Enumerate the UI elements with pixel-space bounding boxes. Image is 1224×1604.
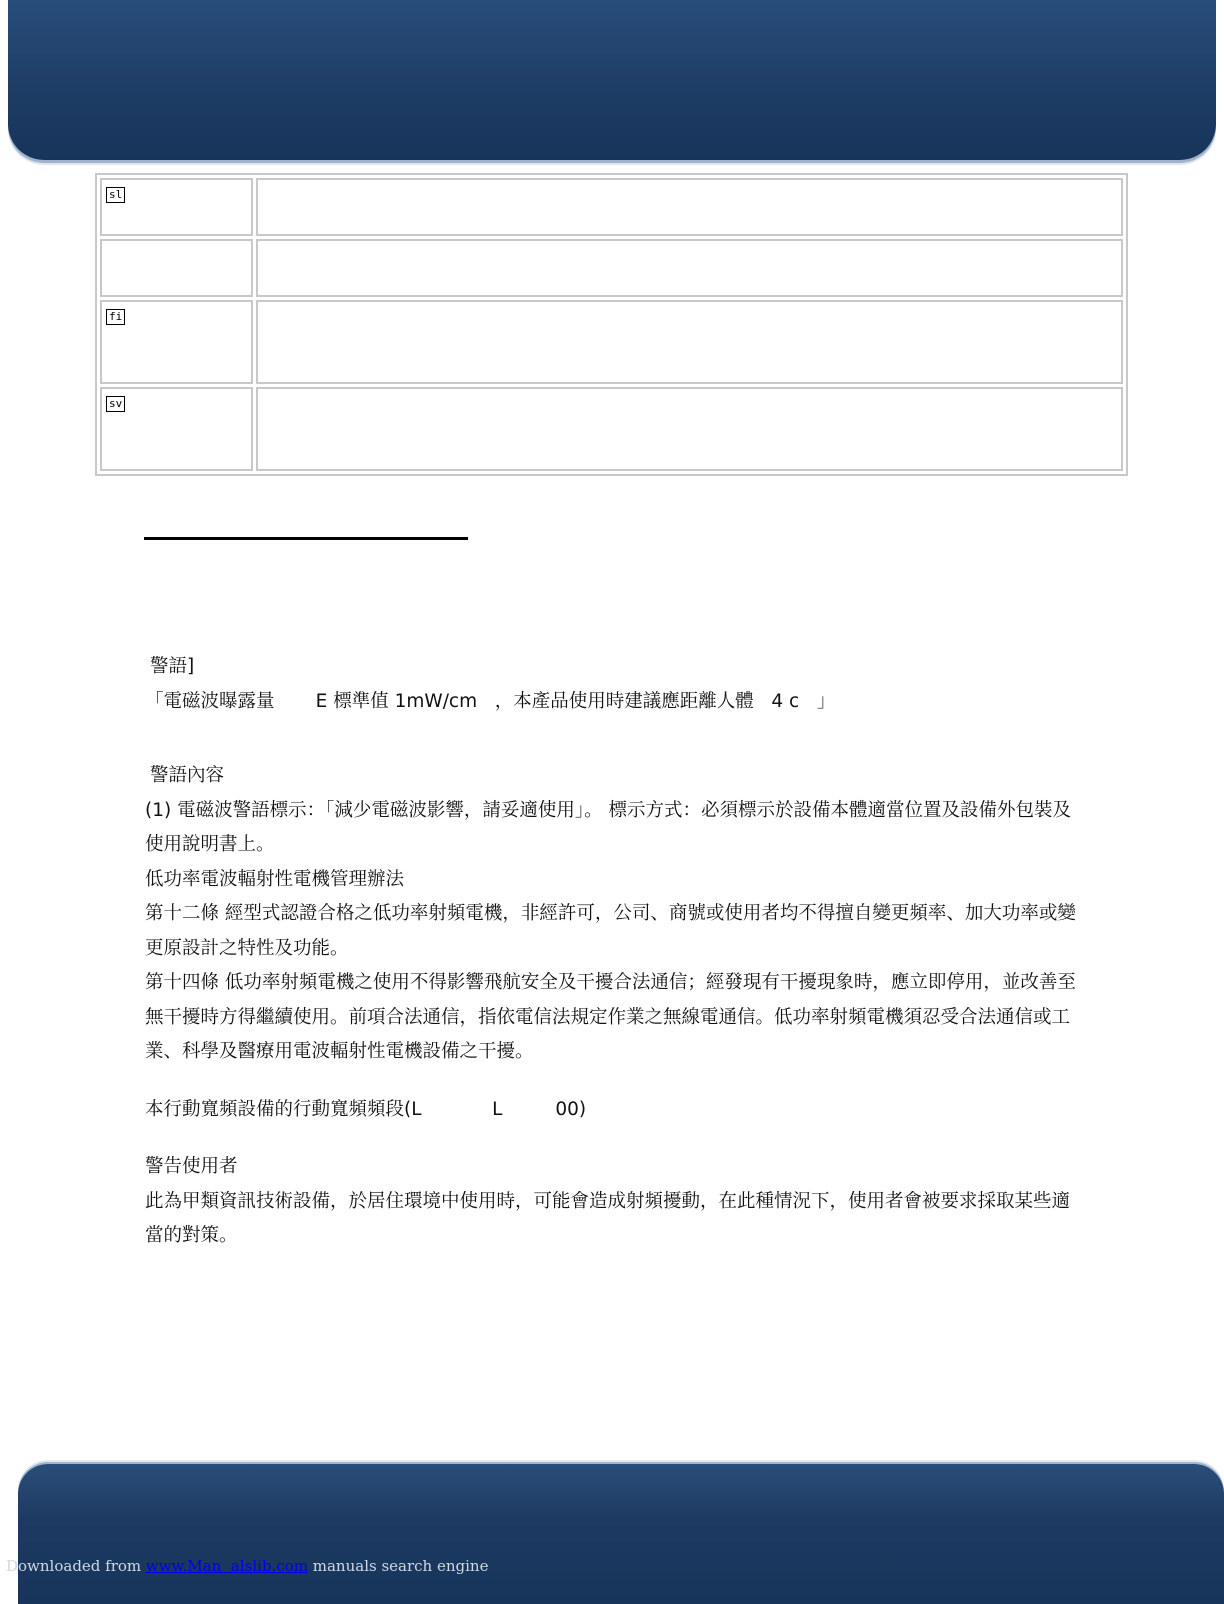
- language-text-cell: [256, 239, 1123, 297]
- language-code-cell: [100, 387, 253, 471]
- footer-prefix: Downloaded from: [6, 1557, 146, 1575]
- language-code-icon: sl: [106, 187, 125, 203]
- language-table: [95, 173, 1128, 476]
- regulation-title: 低功率電波輻射性電機管理辦法: [145, 868, 405, 890]
- section-divider: [144, 537, 468, 540]
- regulatory-notice: [145, 650, 1085, 1254]
- language-code-icon: fi: [106, 309, 125, 325]
- user-warning-heading: 警告使用者: [145, 1156, 238, 1177]
- table-row: [100, 387, 1123, 471]
- footer-banner: [18, 1464, 1224, 1604]
- footer-link[interactable]: www.Man alslib.com: [145, 1557, 308, 1575]
- user-warning-text: 此為甲類資訊技術設備，於居住環境中使用時，可能會造成射頻擾動，在此種情況下，使用者會被要求採取某些適當的對策。: [145, 1190, 1071, 1246]
- warning-heading: 警語]: [150, 656, 195, 677]
- article-14: 第十四條 低功率射頻電機之使用不得影響飛航安全及干擾合法通信；經發現有干擾現象時，應立即停用，並改善至無干擾時方得繼續使用。前項合法通信，指依電信法規定作業之無線電通信。低功率射頻電機須忍受合法通信或工業、科學及醫療用電波輻射性電機設備之干擾。: [145, 972, 1076, 1062]
- footer-suffix: manuals search engine: [308, 1557, 489, 1575]
- header-banner: [8, 0, 1216, 160]
- download-footer: [6, 1557, 488, 1575]
- warning-item-1: (1) 電磁波警語標示：「減少電磁波影響，請妥適使用」。 標示方式：必須標示於設備本體適當位置及設備外包裝及使用說明書上。: [145, 799, 1071, 855]
- language-text-cell: [256, 178, 1123, 236]
- language-code-cell: [100, 300, 253, 384]
- article-12: 第十二條 經型式認證合格之低功率射頻電機，非經許可，公司、商號或使用者均不得擅自變更頻率、加大功率或變更原設計之特性及功能。: [145, 903, 1076, 959]
- language-code-cell: [100, 178, 253, 236]
- band-statement: 本行動寬頻設備的行動寬頻頻段(L L 00): [145, 1098, 587, 1120]
- warning-content-heading: 警語內容: [150, 765, 225, 786]
- language-code-cell: [100, 239, 253, 297]
- table-row: [100, 300, 1123, 384]
- language-code-icon: sv: [106, 396, 125, 412]
- emf-exposure-statement: 「電磁波曝露量 E 標準值 1mW/cm ，本產品使用時建議應距離人體 4 c 」: [145, 690, 836, 712]
- table-row: [100, 239, 1123, 297]
- language-text-cell: [256, 387, 1123, 471]
- table-row: [100, 178, 1123, 236]
- language-text-cell: [256, 300, 1123, 384]
